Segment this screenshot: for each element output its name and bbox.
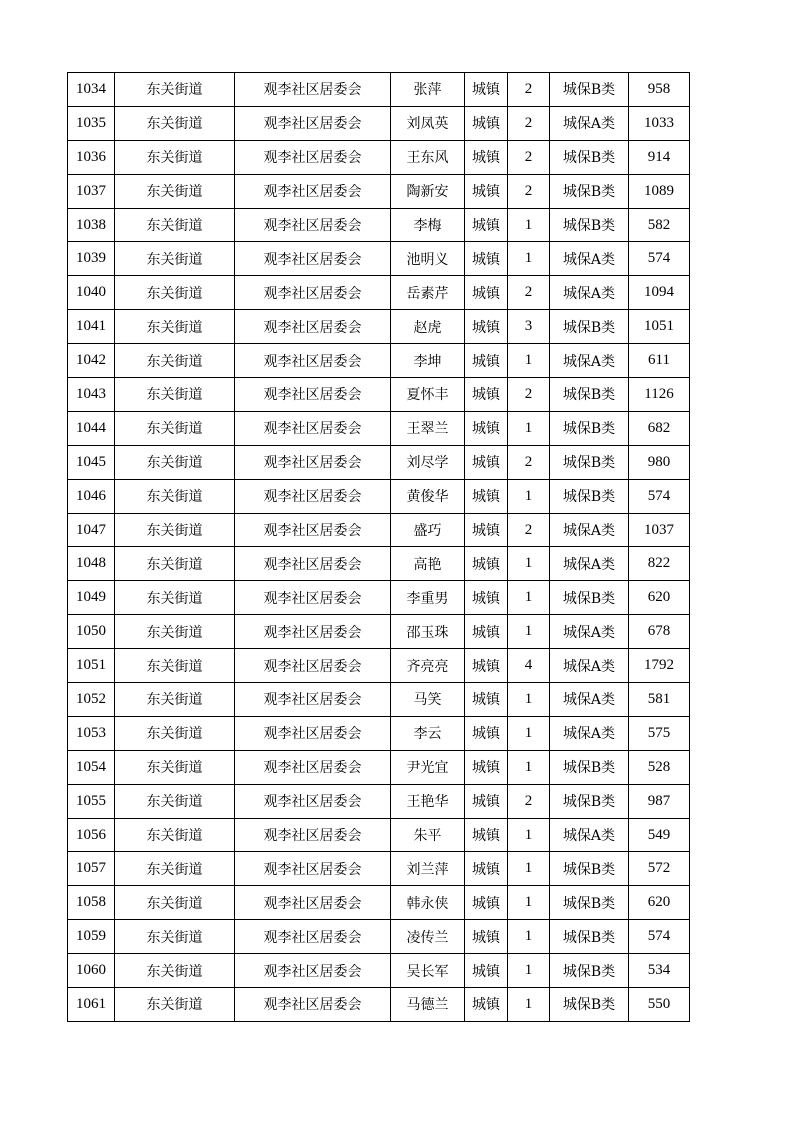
row-number-cell: 1055 [68, 784, 115, 818]
household-count-cell: 2 [508, 276, 550, 310]
name-cell: 赵虎 [391, 310, 465, 344]
household-count-cell: 2 [508, 174, 550, 208]
row-number-cell: 1039 [68, 242, 115, 276]
name-cell: 王艳华 [391, 784, 465, 818]
street-cell: 东关街道 [115, 479, 235, 513]
household-count-cell: 1 [508, 411, 550, 445]
name-cell: 李梅 [391, 208, 465, 242]
area-type-cell: 城镇 [465, 852, 508, 886]
community-cell: 观李社区居委会 [235, 276, 391, 310]
community-cell: 观李社区居委会 [235, 988, 391, 1022]
row-number-cell: 1043 [68, 378, 115, 412]
street-cell: 东关街道 [115, 954, 235, 988]
insurance-category-cell: 城保A类 [550, 513, 629, 547]
amount-cell: 528 [629, 750, 690, 784]
household-count-cell: 1 [508, 683, 550, 717]
street-cell: 东关街道 [115, 513, 235, 547]
community-cell: 观李社区居委会 [235, 581, 391, 615]
name-cell: 朱平 [391, 818, 465, 852]
amount-cell: 574 [629, 479, 690, 513]
name-cell: 黄俊华 [391, 479, 465, 513]
table-body [68, 73, 690, 1022]
street-cell: 东关街道 [115, 310, 235, 344]
area-type-cell: 城镇 [465, 378, 508, 412]
household-count-cell: 1 [508, 344, 550, 378]
street-cell: 东关街道 [115, 547, 235, 581]
insurance-category-cell: 城保B类 [550, 920, 629, 954]
amount-cell: 575 [629, 716, 690, 750]
area-type-cell: 城镇 [465, 649, 508, 683]
insurance-category-cell: 城保B类 [550, 954, 629, 988]
household-count-cell: 2 [508, 140, 550, 174]
area-type-cell: 城镇 [465, 784, 508, 818]
amount-cell: 1094 [629, 276, 690, 310]
household-count-cell: 2 [508, 378, 550, 412]
amount-cell: 822 [629, 547, 690, 581]
row-number-cell: 1047 [68, 513, 115, 547]
row-number-cell: 1035 [68, 106, 115, 140]
household-count-cell: 1 [508, 547, 550, 581]
household-count-cell: 2 [508, 73, 550, 107]
amount-cell: 574 [629, 920, 690, 954]
household-count-cell: 1 [508, 886, 550, 920]
community-cell: 观李社区居委会 [235, 683, 391, 717]
household-count-cell: 1 [508, 852, 550, 886]
household-count-cell: 1 [508, 208, 550, 242]
community-cell: 观李社区居委会 [235, 615, 391, 649]
area-type-cell: 城镇 [465, 683, 508, 717]
area-type-cell: 城镇 [465, 140, 508, 174]
street-cell: 东关街道 [115, 242, 235, 276]
row-number-cell: 1057 [68, 852, 115, 886]
street-cell: 东关街道 [115, 445, 235, 479]
table-row [68, 445, 690, 479]
name-cell: 刘兰萍 [391, 852, 465, 886]
insurance-category-cell: 城保B类 [550, 208, 629, 242]
table-row [68, 140, 690, 174]
community-cell: 观李社区居委会 [235, 852, 391, 886]
row-number-cell: 1054 [68, 750, 115, 784]
amount-cell: 582 [629, 208, 690, 242]
table-row [68, 683, 690, 717]
insurance-category-cell: 城保B类 [550, 581, 629, 615]
table-row [68, 378, 690, 412]
street-cell: 东关街道 [115, 411, 235, 445]
community-cell: 观李社区居委会 [235, 479, 391, 513]
household-count-cell: 2 [508, 513, 550, 547]
street-cell: 东关街道 [115, 649, 235, 683]
row-number-cell: 1044 [68, 411, 115, 445]
table-row [68, 716, 690, 750]
insurance-category-cell: 城保B类 [550, 886, 629, 920]
area-type-cell: 城镇 [465, 411, 508, 445]
row-number-cell: 1041 [68, 310, 115, 344]
insurance-category-cell: 城保B类 [550, 174, 629, 208]
community-cell: 观李社区居委会 [235, 750, 391, 784]
table-row [68, 920, 690, 954]
name-cell: 邵玉珠 [391, 615, 465, 649]
household-count-cell: 1 [508, 615, 550, 649]
amount-cell: 1033 [629, 106, 690, 140]
amount-cell: 572 [629, 852, 690, 886]
row-number-cell: 1058 [68, 886, 115, 920]
name-cell: 盛巧 [391, 513, 465, 547]
row-number-cell: 1046 [68, 479, 115, 513]
table-row [68, 988, 690, 1022]
community-cell: 观李社区居委会 [235, 208, 391, 242]
amount-cell: 987 [629, 784, 690, 818]
amount-cell: 1126 [629, 378, 690, 412]
area-type-cell: 城镇 [465, 716, 508, 750]
table-row [68, 106, 690, 140]
insurance-category-cell: 城保A类 [550, 683, 629, 717]
amount-cell: 620 [629, 886, 690, 920]
table-row [68, 513, 690, 547]
insurance-category-cell: 城保B类 [550, 73, 629, 107]
area-type-cell: 城镇 [465, 886, 508, 920]
household-count-cell: 4 [508, 649, 550, 683]
table-row [68, 208, 690, 242]
insurance-category-cell: 城保A类 [550, 276, 629, 310]
insurance-category-cell: 城保B类 [550, 378, 629, 412]
area-type-cell: 城镇 [465, 445, 508, 479]
row-number-cell: 1051 [68, 649, 115, 683]
street-cell: 东关街道 [115, 716, 235, 750]
area-type-cell: 城镇 [465, 920, 508, 954]
name-cell: 刘尽学 [391, 445, 465, 479]
amount-cell: 620 [629, 581, 690, 615]
household-count-cell: 1 [508, 581, 550, 615]
amount-cell: 958 [629, 73, 690, 107]
community-cell: 观李社区居委会 [235, 920, 391, 954]
amount-cell: 914 [629, 140, 690, 174]
row-number-cell: 1052 [68, 683, 115, 717]
community-cell: 观李社区居委会 [235, 106, 391, 140]
name-cell: 张萍 [391, 73, 465, 107]
insurance-category-cell: 城保B类 [550, 988, 629, 1022]
amount-cell: 1089 [629, 174, 690, 208]
row-number-cell: 1059 [68, 920, 115, 954]
name-cell: 王东风 [391, 140, 465, 174]
street-cell: 东关街道 [115, 852, 235, 886]
street-cell: 东关街道 [115, 73, 235, 107]
row-number-cell: 1053 [68, 716, 115, 750]
insurance-category-cell: 城保B类 [550, 852, 629, 886]
amount-cell: 549 [629, 818, 690, 852]
table-row [68, 750, 690, 784]
community-cell: 观李社区居委会 [235, 344, 391, 378]
street-cell: 东关街道 [115, 615, 235, 649]
area-type-cell: 城镇 [465, 581, 508, 615]
table-row [68, 310, 690, 344]
amount-cell: 1051 [629, 310, 690, 344]
insurance-category-cell: 城保B类 [550, 445, 629, 479]
household-count-cell: 1 [508, 954, 550, 988]
insurance-category-cell: 城保A类 [550, 649, 629, 683]
amount-cell: 980 [629, 445, 690, 479]
table-row [68, 649, 690, 683]
community-cell: 观李社区居委会 [235, 140, 391, 174]
row-number-cell: 1050 [68, 615, 115, 649]
table-row [68, 411, 690, 445]
area-type-cell: 城镇 [465, 73, 508, 107]
area-type-cell: 城镇 [465, 547, 508, 581]
community-cell: 观李社区居委会 [235, 73, 391, 107]
table-row [68, 886, 690, 920]
household-count-cell: 1 [508, 988, 550, 1022]
table-row [68, 784, 690, 818]
street-cell: 东关街道 [115, 344, 235, 378]
row-number-cell: 1049 [68, 581, 115, 615]
table-row [68, 344, 690, 378]
amount-cell: 581 [629, 683, 690, 717]
street-cell: 东关街道 [115, 886, 235, 920]
street-cell: 东关街道 [115, 581, 235, 615]
row-number-cell: 1034 [68, 73, 115, 107]
community-cell: 观李社区居委会 [235, 513, 391, 547]
street-cell: 东关街道 [115, 106, 235, 140]
name-cell: 马德兰 [391, 988, 465, 1022]
insurance-category-cell: 城保A类 [550, 242, 629, 276]
insurance-category-cell: 城保A类 [550, 716, 629, 750]
street-cell: 东关街道 [115, 174, 235, 208]
area-type-cell: 城镇 [465, 208, 508, 242]
amount-cell: 574 [629, 242, 690, 276]
table-row [68, 818, 690, 852]
amount-cell: 550 [629, 988, 690, 1022]
name-cell: 齐亮亮 [391, 649, 465, 683]
amount-cell: 534 [629, 954, 690, 988]
household-count-cell: 1 [508, 750, 550, 784]
row-number-cell: 1056 [68, 818, 115, 852]
street-cell: 东关街道 [115, 208, 235, 242]
household-count-cell: 1 [508, 242, 550, 276]
name-cell: 尹光宜 [391, 750, 465, 784]
household-count-cell: 2 [508, 784, 550, 818]
insurance-category-cell: 城保A类 [550, 547, 629, 581]
insurance-category-cell: 城保B类 [550, 750, 629, 784]
insurance-category-cell: 城保B类 [550, 479, 629, 513]
community-cell: 观李社区居委会 [235, 818, 391, 852]
insurance-category-cell: 城保B类 [550, 310, 629, 344]
community-cell: 观李社区居委会 [235, 242, 391, 276]
relief-roster-table [67, 72, 690, 1022]
row-number-cell: 1048 [68, 547, 115, 581]
row-number-cell: 1038 [68, 208, 115, 242]
street-cell: 东关街道 [115, 988, 235, 1022]
row-number-cell: 1045 [68, 445, 115, 479]
row-number-cell: 1042 [68, 344, 115, 378]
name-cell: 刘凤英 [391, 106, 465, 140]
name-cell: 王翠兰 [391, 411, 465, 445]
community-cell: 观李社区居委会 [235, 174, 391, 208]
area-type-cell: 城镇 [465, 513, 508, 547]
community-cell: 观李社区居委会 [235, 649, 391, 683]
amount-cell: 1037 [629, 513, 690, 547]
street-cell: 东关街道 [115, 784, 235, 818]
area-type-cell: 城镇 [465, 276, 508, 310]
area-type-cell: 城镇 [465, 818, 508, 852]
name-cell: 夏怀丰 [391, 378, 465, 412]
household-count-cell: 3 [508, 310, 550, 344]
street-cell: 东关街道 [115, 920, 235, 954]
household-count-cell: 1 [508, 716, 550, 750]
table-row [68, 547, 690, 581]
table-row [68, 174, 690, 208]
name-cell: 凌传兰 [391, 920, 465, 954]
table-row [68, 276, 690, 310]
community-cell: 观李社区居委会 [235, 886, 391, 920]
insurance-category-cell: 城保B类 [550, 784, 629, 818]
household-count-cell: 2 [508, 445, 550, 479]
area-type-cell: 城镇 [465, 750, 508, 784]
community-cell: 观李社区居委会 [235, 547, 391, 581]
table-row [68, 581, 690, 615]
household-count-cell: 1 [508, 818, 550, 852]
area-type-cell: 城镇 [465, 310, 508, 344]
community-cell: 观李社区居委会 [235, 445, 391, 479]
household-count-cell: 1 [508, 920, 550, 954]
area-type-cell: 城镇 [465, 954, 508, 988]
name-cell: 吴长军 [391, 954, 465, 988]
row-number-cell: 1040 [68, 276, 115, 310]
community-cell: 观李社区居委会 [235, 411, 391, 445]
amount-cell: 1792 [629, 649, 690, 683]
name-cell: 韩永侠 [391, 886, 465, 920]
name-cell: 李云 [391, 716, 465, 750]
row-number-cell: 1060 [68, 954, 115, 988]
area-type-cell: 城镇 [465, 988, 508, 1022]
community-cell: 观李社区居委会 [235, 378, 391, 412]
table-row [68, 615, 690, 649]
street-cell: 东关街道 [115, 140, 235, 174]
name-cell: 高艳 [391, 547, 465, 581]
amount-cell: 682 [629, 411, 690, 445]
area-type-cell: 城镇 [465, 615, 508, 649]
name-cell: 李坤 [391, 344, 465, 378]
area-type-cell: 城镇 [465, 479, 508, 513]
street-cell: 东关街道 [115, 750, 235, 784]
street-cell: 东关街道 [115, 683, 235, 717]
street-cell: 东关街道 [115, 276, 235, 310]
area-type-cell: 城镇 [465, 174, 508, 208]
household-count-cell: 1 [508, 479, 550, 513]
table-row [68, 852, 690, 886]
row-number-cell: 1061 [68, 988, 115, 1022]
community-cell: 观李社区居委会 [235, 784, 391, 818]
table-row [68, 479, 690, 513]
amount-cell: 611 [629, 344, 690, 378]
row-number-cell: 1037 [68, 174, 115, 208]
table-row [68, 242, 690, 276]
community-cell: 观李社区居委会 [235, 716, 391, 750]
name-cell: 李重男 [391, 581, 465, 615]
area-type-cell: 城镇 [465, 106, 508, 140]
insurance-category-cell: 城保A类 [550, 106, 629, 140]
table-row [68, 73, 690, 107]
amount-cell: 678 [629, 615, 690, 649]
community-cell: 观李社区居委会 [235, 310, 391, 344]
insurance-category-cell: 城保A类 [550, 615, 629, 649]
household-count-cell: 2 [508, 106, 550, 140]
street-cell: 东关街道 [115, 378, 235, 412]
name-cell: 池明义 [391, 242, 465, 276]
table-row [68, 954, 690, 988]
insurance-category-cell: 城保A类 [550, 344, 629, 378]
name-cell: 马笑 [391, 683, 465, 717]
name-cell: 陶新安 [391, 174, 465, 208]
insurance-category-cell: 城保B类 [550, 411, 629, 445]
community-cell: 观李社区居委会 [235, 954, 391, 988]
insurance-category-cell: 城保B类 [550, 140, 629, 174]
insurance-category-cell: 城保A类 [550, 818, 629, 852]
area-type-cell: 城镇 [465, 344, 508, 378]
name-cell: 岳素芹 [391, 276, 465, 310]
street-cell: 东关街道 [115, 818, 235, 852]
row-number-cell: 1036 [68, 140, 115, 174]
area-type-cell: 城镇 [465, 242, 508, 276]
